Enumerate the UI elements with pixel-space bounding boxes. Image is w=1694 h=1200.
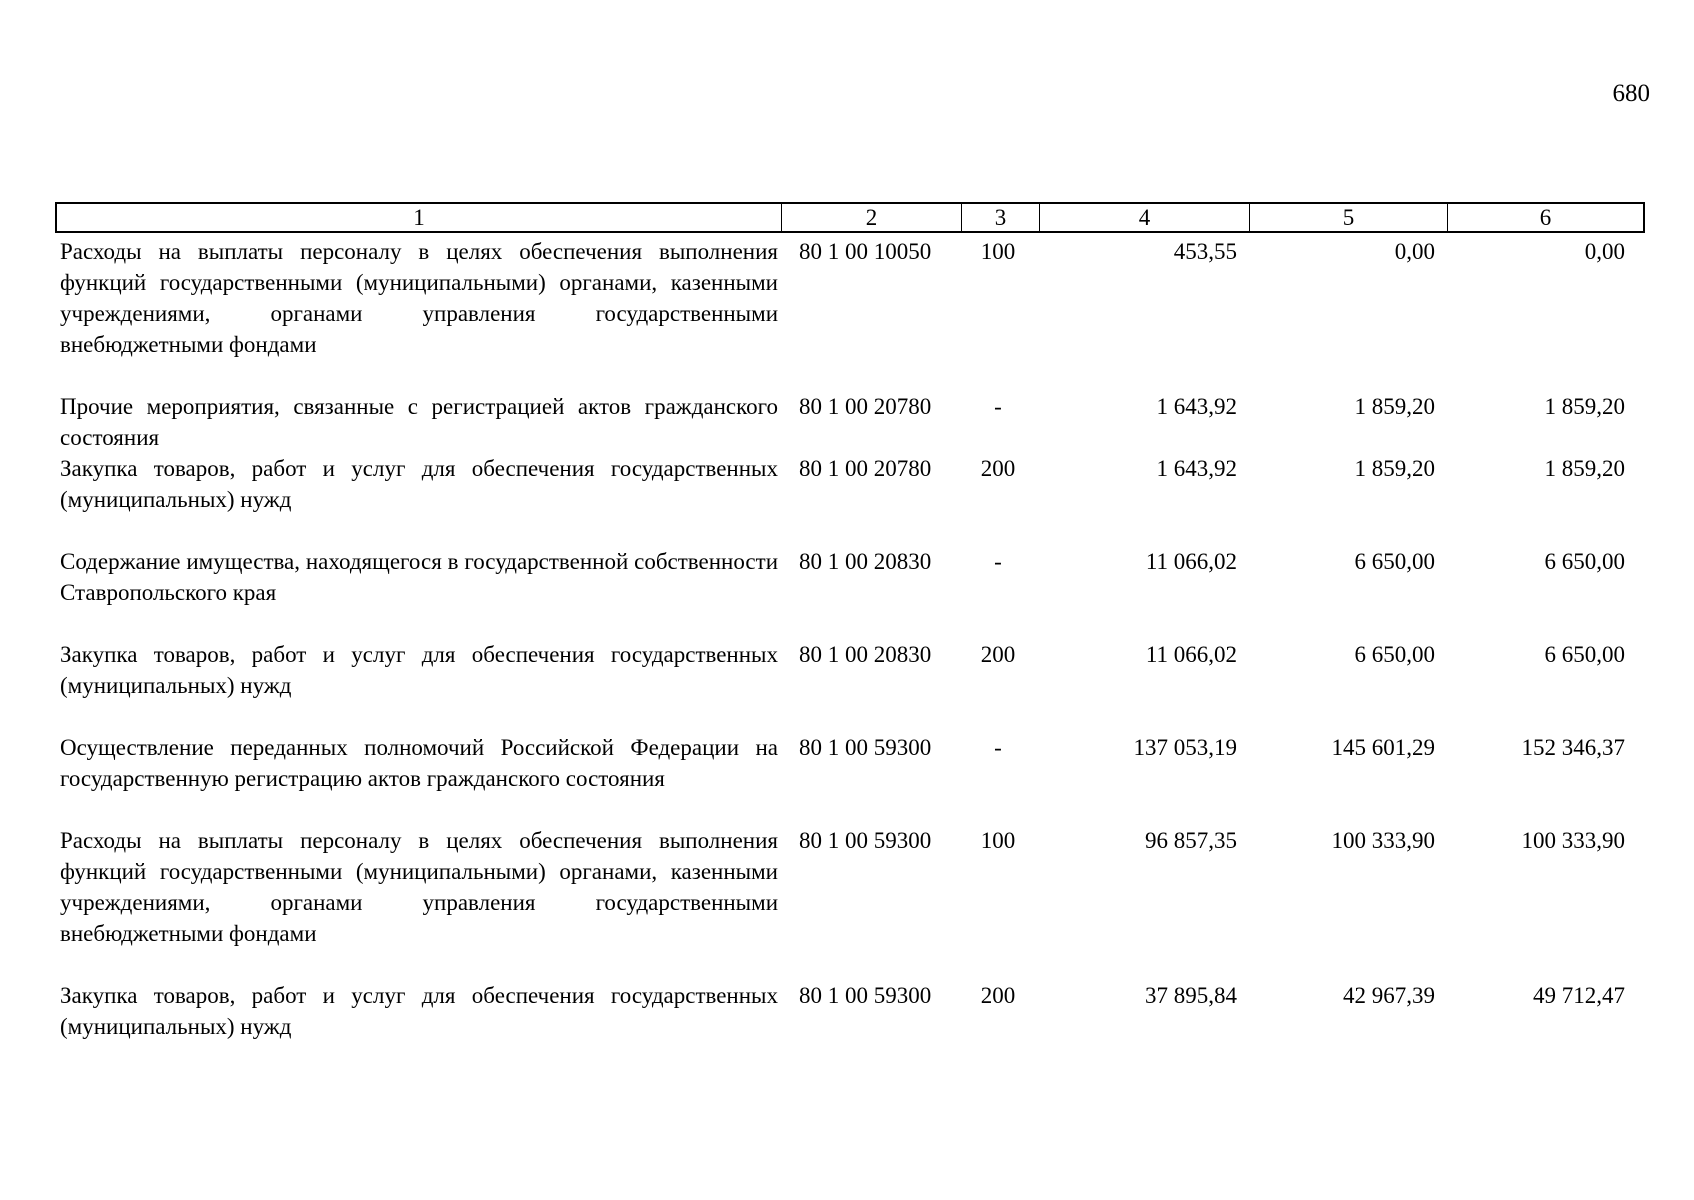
row-code: 80 1 00 20830 — [799, 642, 932, 667]
row-type: 200 — [980, 456, 1016, 481]
row-value-5: 6 650,00 — [1354, 549, 1435, 574]
row-value-4: 37 895,84 — [1145, 983, 1237, 1008]
column-header-5: 5 — [1249, 204, 1447, 231]
row-value-6: 49 712,47 — [1533, 983, 1625, 1008]
row-code: 80 1 00 59300 — [799, 983, 932, 1008]
row-code: 80 1 00 59300 — [799, 828, 932, 853]
row-name: Содержание имущества, находящегося в государственной собственности Ставропольского края — [60, 549, 778, 605]
row-value-4: 137 053,19 — [1133, 735, 1237, 760]
row-value-4: 1 643,92 — [1156, 456, 1237, 481]
column-header-3: 3 — [961, 204, 1039, 231]
row-value-4: 11 066,02 — [1145, 549, 1237, 574]
row-type: - — [994, 394, 1002, 419]
row-type: 100 — [980, 239, 1016, 264]
column-header-1: 1 — [413, 205, 425, 230]
row-name: Закупка товаров, работ и услуг для обеспечения государственных (муниципальных) нужд — [60, 983, 778, 1039]
column-header-4: 4 — [1039, 204, 1249, 231]
row-value-5: 0,00 — [1394, 239, 1435, 264]
row-value-5: 145 601,29 — [1331, 735, 1435, 760]
row-code: 80 1 00 10050 — [799, 239, 932, 264]
row-value-6: 6 650,00 — [1544, 549, 1625, 574]
row-value-4: 1 643,92 — [1156, 394, 1237, 419]
row-value-4: 453,55 — [1173, 239, 1237, 264]
row-name: Осуществление переданных полномочий Российской Федерации на государственную регистрацию актов гражданского состояния — [60, 735, 778, 791]
row-value-4: 11 066,02 — [1145, 642, 1237, 667]
row-value-6: 1 859,20 — [1544, 456, 1625, 481]
row-name: Закупка товаров, работ и услуг для обеспечения государственных (муниципальных) нужд — [60, 456, 778, 512]
row-name: Расходы на выплаты персоналу в целях обеспечения выполнения функций государственными (муниципальными) органами, казенными учреждениями, органами управления государственными внебюджетными фондами — [60, 828, 778, 946]
row-name: Прочие мероприятия, связанные с регистрацией актов гражданского состояния — [60, 394, 778, 450]
row-name: Расходы на выплаты персоналу в целях обеспечения выполнения функций государственными (муниципальными) органами, казенными учреждениями, органами управления государственными внебюджетными фондами — [60, 239, 778, 357]
row-type: 200 — [980, 983, 1016, 1008]
row-value-6: 1 859,20 — [1544, 394, 1625, 419]
row-type: 200 — [980, 642, 1016, 667]
row-code: 80 1 00 20780 — [799, 456, 932, 481]
row-type: - — [994, 549, 1002, 574]
row-value-5: 100 333,90 — [1331, 828, 1435, 853]
column-header-2: 2 — [781, 204, 961, 231]
row-code: 80 1 00 20780 — [799, 394, 932, 419]
row-value-5: 6 650,00 — [1354, 642, 1435, 667]
table-header-row — [55, 202, 1645, 233]
column-header-6: 6 — [1447, 204, 1643, 231]
row-value-4: 96 857,35 — [1145, 828, 1237, 853]
row-value-5: 1 859,20 — [1354, 456, 1435, 481]
row-value-5: 42 967,39 — [1343, 983, 1435, 1008]
row-name: Закупка товаров, работ и услуг для обеспечения государственных (муниципальных) нужд — [60, 642, 778, 698]
row-value-6: 100 333,90 — [1521, 828, 1625, 853]
page-number: 680 — [1612, 80, 1650, 107]
row-code: 80 1 00 59300 — [799, 735, 932, 760]
row-value-5: 1 859,20 — [1354, 394, 1435, 419]
row-type: - — [994, 735, 1002, 760]
row-value-6: 152 346,37 — [1521, 735, 1625, 760]
row-value-6: 0,00 — [1584, 239, 1625, 264]
row-value-6: 6 650,00 — [1544, 642, 1625, 667]
row-type: 100 — [980, 828, 1016, 853]
row-code: 80 1 00 20830 — [799, 549, 932, 574]
